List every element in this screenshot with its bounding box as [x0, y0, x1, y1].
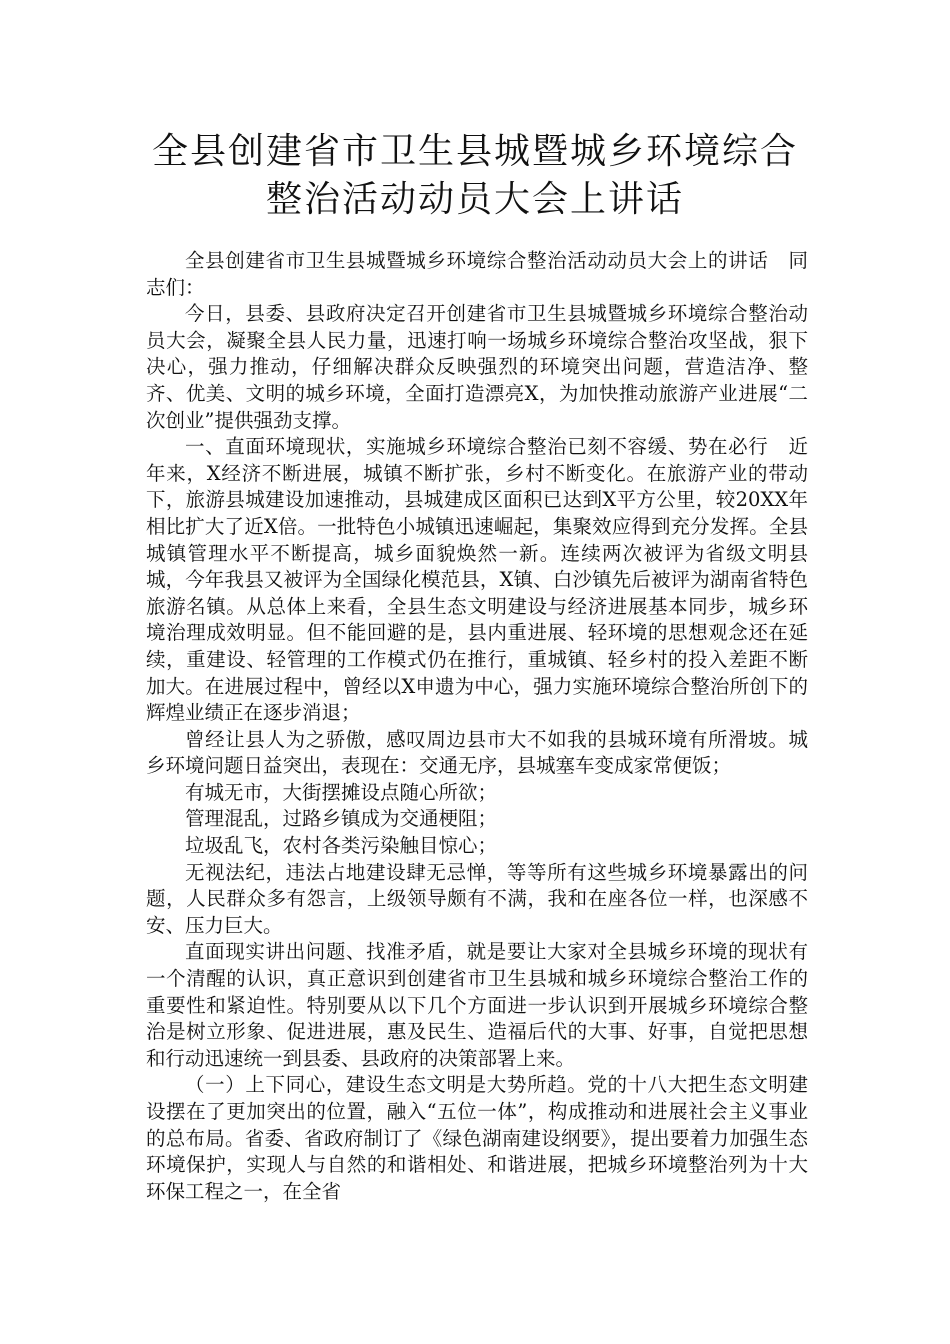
paragraph-issue-garbage: 垃圾乱飞，农村各类污染触目惊心； — [185, 834, 498, 858]
paragraph-face-reality: 直面现实讲出问题、找准矛盾，就是要让大家对全县城乡环境的现状有一个清醒的认识，真正意识到创建省市卫生县城和城乡环境综合整治工作的重要性和紧迫性。特别要从以下几个方面进一步认识到开展城乡环境综合整治是树立形象、促进进展，惠及民生、造福后代的大事、好事，自觉把思想和行动迅速统一到县委、县政府的决策部署上来。 — [146, 940, 808, 1070]
paragraph-introduction: 今日，县委、县政府决定召开创建省市卫生县城暨城乡环境综合整治动员大会，凝聚全县人民力量，迅速打响一场城乡环境综合整治攻坚战，狠下决心，强力推动，仔细解决群众反映强烈的环境突出问题，营造洁净、整齐、优美、文明的城乡环境，全面打造漂亮X，为加快推动旅游产业进展“二次创业”提供强劲支撑。 — [146, 302, 808, 432]
paragraph-issue-market: 有城无市，大街摆摊设点随心所欲； — [185, 780, 498, 804]
document-body — [146, 248, 808, 1205]
paragraph-opening: 全县创建省市卫生县城暨城乡环境综合整治活动动员大会上的讲话 同志们： — [146, 249, 808, 299]
paragraph-section-one: 一、直面环境现状，实施城乡环境综合整治已刻不容缓、势在必行 近年来，X经济不断进展，城镇不断扩张，乡村不断变化。在旅游产业的带动下，旅游县城建设加速推动，县城建成区面积已达到X平方公里，较20XX年相比扩大了近X倍。一批特色小城镇迅速崛起，集聚效应得到充分发挥。全县城镇管理水平不断提高，城乡面貌焕然一新。连续两次被评为省级文明县城，今年我县又被评为全国绿化模范县，X镇、白沙镇先后被评为湖南省特色旅游名镇。从总体上来看，全县生态文明建设与经济进展基本同步，城乡环境治理成效明显。但不能回避的是，县内重进展、轻环境的思想观念还在延续，重建设、轻管理的工作模式仍在推行，重城镇、轻乡村的投入差距不断加大。在进展过程中，曾经以X申遗为中心，强力实施环境综合整治所创下的辉煌业绩正在逐步消退； — [146, 435, 808, 725]
paragraph-issue-management: 管理混乱，过路乡镇成为交通梗阻； — [185, 807, 498, 831]
paragraph-subsection-one: （一）上下同心，建设生态文明是大势所趋。党的十八大把生态文明建设摆在了更加突出的位置，融入“五位一体”，构成推动和进展社会主义事业的总布局。省委、省政府制订了《绿色湖南建设纲要》，提出要着力加强生态环境保护，实现人与自然的和谐相处、和谐进展，把城乡环境整治列为十大环保工程之一，在全省 — [146, 1073, 808, 1203]
paragraph-county-pride: 曾经让县人为之骄傲，感叹周边县市大不如我的县城环境有所滑坡。城乡环境问题日益突出，表现在：交通无序，县城塞车变成家常便饭； — [146, 727, 808, 778]
document-title: 全县创建省市卫生县城暨城乡环境综合整治活动动员大会上讲话 — [151, 131, 798, 220]
paragraph-issue-law: 无视法纪，违法占地建设肆无忌惮，等等所有这些城乡环境暴露出的问题，人民群众多有怨言，上级领导颇有不满，我和在座各位一样，也深感不安、压力巨大。 — [146, 860, 808, 937]
